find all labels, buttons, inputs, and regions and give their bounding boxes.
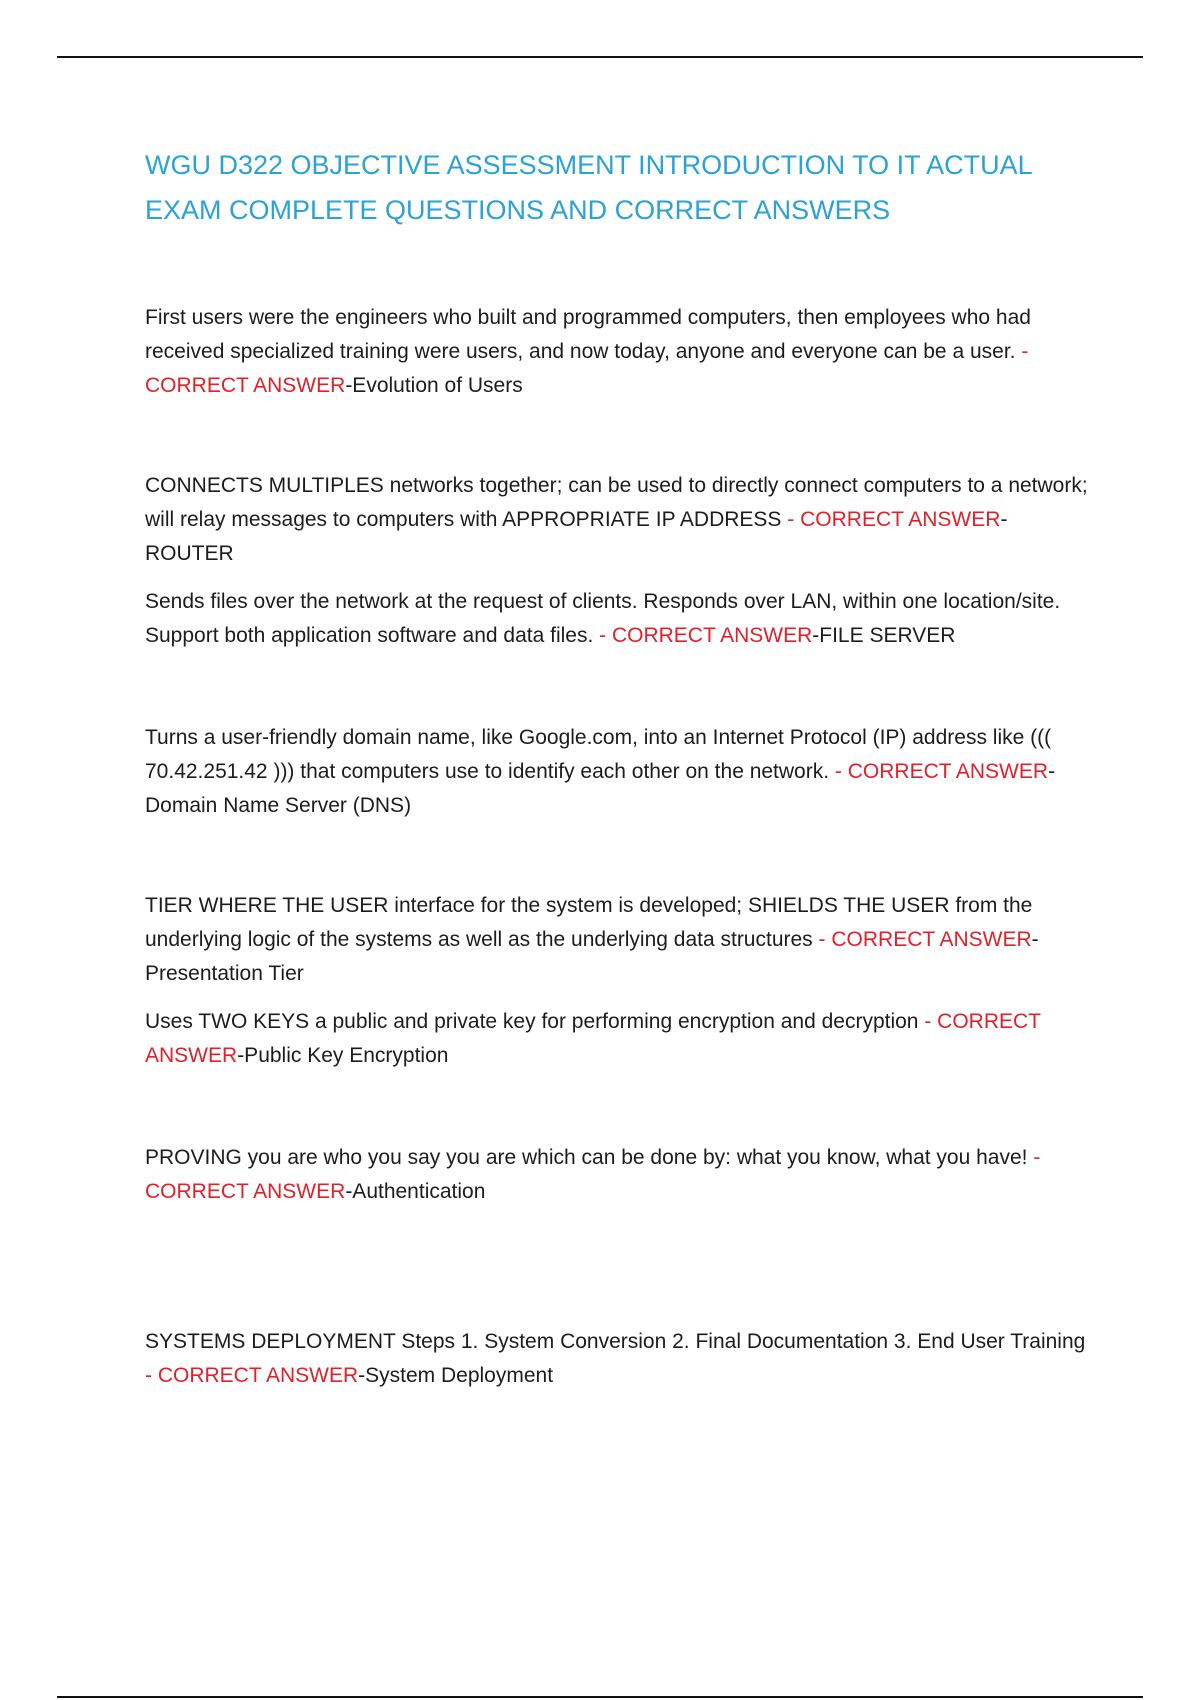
question-text: TIER WHERE THE USER interface for the system is developed; SHIELDS THE USER from the underlying logic of the systems as well as the underlying data structures [145, 894, 1033, 951]
correct-answer-label: CORRECT ANSWER [145, 1180, 346, 1203]
correct-answer-label: CORRECT ANSWER [847, 760, 1049, 783]
correct-answer-label: CORRECT ANSWER [145, 1010, 1041, 1067]
answer-text: -System Deployment [358, 1364, 554, 1387]
question-text: Sends files over the network at the request of clients. Responds over LAN, within one location/site. Support both application software and data files. [145, 590, 1061, 647]
answer-text: -Domain Name Server (DNS) [145, 760, 1056, 817]
question-text: Turns a user-friendly domain name, like Google.com, into an Internet Protocol (IP) address like ((( 70.42.251.42 ))) that computers use to identify each other on the network. [145, 726, 1052, 783]
qa-item [145, 721, 1095, 823]
qa-item [145, 1005, 1095, 1073]
top-rule [57, 56, 1143, 58]
qa-item [145, 1325, 1095, 1393]
bottom-rule [57, 1696, 1143, 1698]
answer-text: -ROUTER [145, 508, 1008, 565]
answer-separator: - [918, 1010, 938, 1033]
answer-separator: - [145, 1364, 158, 1387]
answer-text: -FILE SERVER [812, 624, 956, 647]
answer-text: -Public Key Encryption [237, 1044, 449, 1067]
question-text: SYSTEMS DEPLOYMENT Steps 1. System Conversion 2. Final Documentation 3. End User Training [145, 1330, 1086, 1353]
correct-answer-label: CORRECT ANSWER [145, 374, 346, 397]
correct-answer-label: CORRECT ANSWER [800, 508, 1001, 531]
qa-item [145, 585, 1095, 653]
answer-separator: - [1015, 340, 1029, 363]
answer-text: -Evolution of Users [345, 374, 523, 397]
question-text: Uses TWO KEYS a public and private key for performing encryption and decryption [145, 1010, 919, 1033]
question-text: First users were the engineers who built and programmed computers, then employees who had received specialized training were users, and now today, anyone and everyone can be a user. [145, 306, 1031, 363]
qa-item [145, 469, 1095, 571]
qa-item [145, 1141, 1095, 1209]
document-title: WGU D322 OBJECTIVE ASSESSMENT INTRODUCTION TO IT ACTUAL EXAM COMPLETE QUESTIONS AND CORRECT ANSWERS [145, 150, 1032, 225]
correct-answer-label: CORRECT ANSWER [611, 624, 813, 647]
question-text: CONNECTS MULTIPLES networks together; can be used to directly connect computers to a network; will relay messages to computers with APPROPRIATE IP ADDRESS [145, 474, 1088, 531]
question-text: PROVING you are who you say you are which can be done by: what you know, what you have! [145, 1146, 1028, 1169]
correct-answer-label: CORRECT ANSWER [157, 1364, 359, 1387]
answer-separator: - [593, 624, 612, 647]
qa-item [145, 301, 1095, 403]
answer-separator: - [812, 928, 832, 951]
qa-item [145, 889, 1095, 991]
answer-separator: - [1027, 1146, 1041, 1169]
answer-text: -Presentation Tier [145, 928, 1039, 985]
answer-text: -Authentication [345, 1180, 486, 1203]
answer-separator: - [829, 760, 848, 783]
answer-separator: - [781, 508, 801, 531]
correct-answer-label: CORRECT ANSWER [831, 928, 1032, 951]
